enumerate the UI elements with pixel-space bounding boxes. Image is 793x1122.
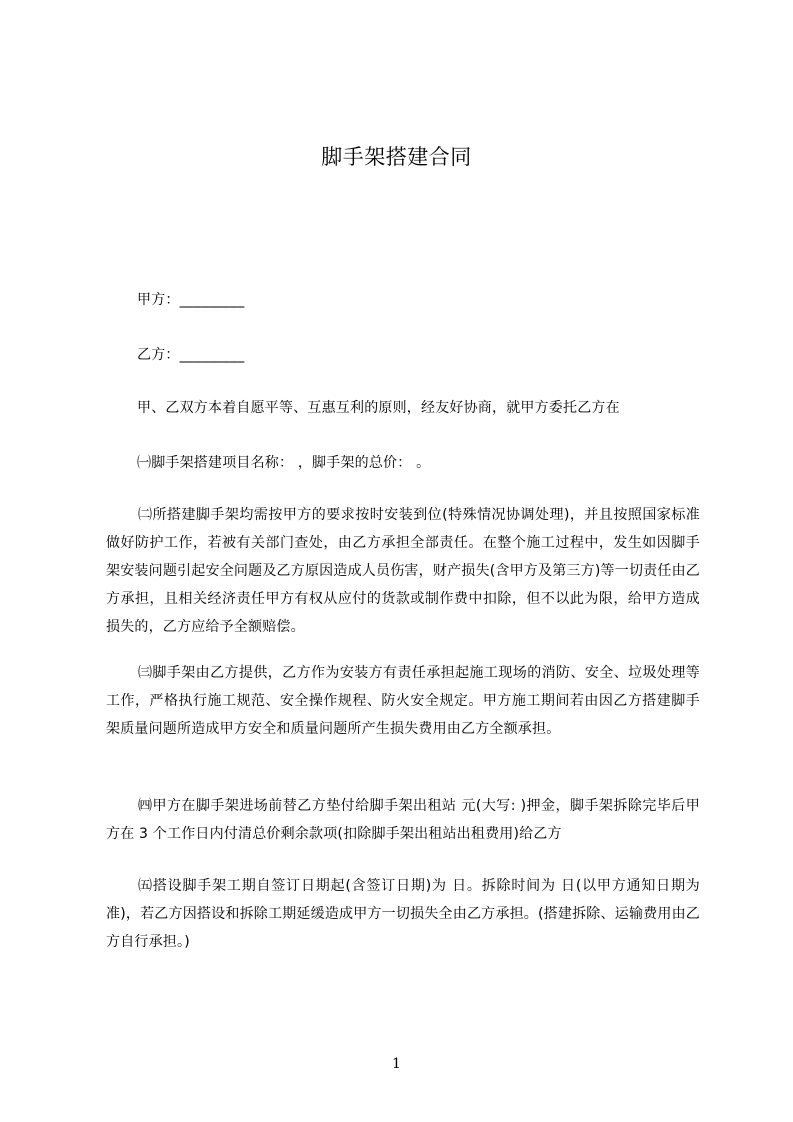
- document-title: 脚手架搭建合同: [321, 145, 472, 169]
- clause-2: ㈡所搭建脚手架均需按甲方的要求按时安装到位(特殊情况协调处理)，并且按照国家标准做好防护工作，若被有关部门查处，由乙方承担全部责任。在整个施工过程中，发生如因脚手架安装问题引起安全问题及乙方原因造成人员伤害，财产损失(含甲方及第三方)等一切责任由乙方承担，且相关经济责任甲方有权从应付的货款或制作费中扣除，但不以此为限，给甲方造成损失的，乙方应给予全额赔偿。: [106, 507, 700, 635]
- party-b-line: 乙方：_________: [137, 347, 245, 363]
- page-number: 1: [392, 1056, 401, 1072]
- party-a-line: 甲方：_________: [137, 292, 245, 308]
- intro-paragraph: 甲、乙双方本着自愿平等、互惠互利的原则，经友好协商，就甲方委托乙方在: [137, 400, 620, 416]
- clause-4: ㈣甲方在脚手架进场前替乙方垫付给脚手架出租站 元(大写: )押金，脚手架拆除完毕后甲方在 3 个工作日内付清总价剩余款项(扣除脚手架出租站出租费用)给乙方: [106, 798, 700, 842]
- clause-3: ㈢脚手架由乙方提供，乙方作为安装方有责任承担起施工现场的消防、安全、垃圾处理等工作，严格执行施工规范、安全操作规程、防火安全规定。甲方施工期间若由因乙方搭建脚手架质量问题所造成甲方安全和质量问题所产生损失费用由乙方全额承担。: [106, 665, 700, 737]
- clause-5: ㈤搭设脚手架工期自签订日期起(含签订日期)为 日。拆除时间为 日(以甲方通知日期为准)，若乙方因搭设和拆除工期延缓造成甲方一切损失全由乙方承担。(搭建拆除、运输费用由乙方自行承担。): [106, 878, 700, 950]
- clause-1: ㈠脚手架搭建项目名称： ，脚手架的总价： 。: [137, 455, 431, 471]
